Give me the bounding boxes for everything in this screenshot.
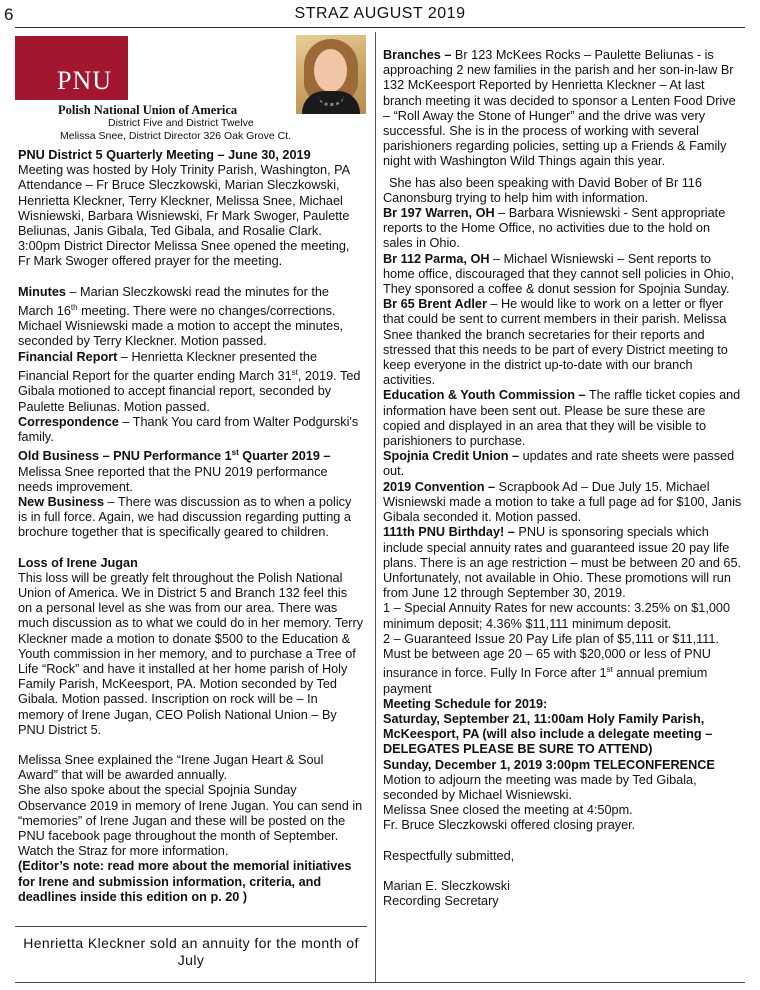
right-column xyxy=(383,48,743,909)
page-number: 6 xyxy=(4,5,14,24)
director-photo xyxy=(296,35,366,114)
attendance-paragraph: Meeting was hosted by Holy Trinity Parish, Washington, PA Attendance – Fr Bruce Sleczkowski, Marian Sleczkowski, Henrietta Kleckner, Terry Kleckner, Melissa Snee, Michael Wisniewski, Barbara Wisniewski, Fr Mark Swoger, Paulette Beliunas, Janis Gibala, Ted Gibala, and Rosalie Clark. 3:00pm District Director Melissa Snee opened the meeting, Fr Mark Swoger offered prayer for the meeting. xyxy=(18,163,350,269)
credit-union-paragraph: Spojnia Credit Union – updates and rate sheets were passed out. xyxy=(383,449,735,479)
financial-paragraph: Financial Report – Henrietta Kleckner presented the Financial Report for the quarter ending March 31st, 2019. Ted Gibala motioned to accept financial report, seconded by Paulette Beliunas. Motion passed. xyxy=(18,349,361,414)
box-rule xyxy=(15,926,367,927)
old-business-text: Melissa Snee reported that the PNU 2019 performance needs improvement. xyxy=(18,464,328,494)
br65-paragraph: Br 65 Brent Adler – He would like to work on a letter or flyer that could be sent to current members in their parish. Melissa Snee thanked the branch secretaries for their reports and stressed that this needs to be part of every District meeting to keep everyone in the district up-to-date with our branch activities. xyxy=(383,297,728,388)
spojnia-paragraph: She also spoke about the special Spojnia Sunday Observance 2019 in memory of Irene Jugan. You can send in “memories” of Irene Jugan and these will be posted on the PNU facebook page throughout the month of September. Watch the Straz for more information. xyxy=(18,783,363,859)
closing-line: Respectfully submitted, xyxy=(383,848,515,863)
br112-paragraph: Br 112 Parma, OH – Michael Wisniewski – Sent reports to home office, discouraged that they cannot sell policies in Ohio, They sponsored a coffee & donut session for Spojnia Sunday. xyxy=(383,251,734,297)
education-paragraph: Education & Youth Commission – The raffle ticket copies and information have been sent out. Please be sure these are copied and displayed in an area that they will be visible to parishioners to purchase. xyxy=(383,388,741,449)
org-name: Polish National Union of America xyxy=(58,103,238,117)
award-paragraph: Melissa Snee explained the “Irene Jugan Heart & Soul Award” that will be awarded annually. xyxy=(18,753,324,783)
editor-note: (Editor’s note: read more about the memorial initiatives for Irene and submission information, criteria, and deadlines inside this edition on p. 20 ) xyxy=(18,859,352,904)
director-line: Melissa Snee, District Director 326 Oak Grove Ct. xyxy=(60,130,292,142)
page-header xyxy=(0,0,760,30)
adjourn-paragraph: Motion to adjourn the meeting was made by Ted Gibala, seconded by Michael Wisniewski. xyxy=(383,772,697,802)
br197-paragraph: Br 197 Warren, OH – Barbara Wisniewski - Sent appropriate reports to the Home Office, no activities due to the hold on sales in Ohio. xyxy=(383,206,726,251)
footer-rule xyxy=(15,982,745,983)
schedule-december: Sunday, December 1, 2019 3:00pm TELECONFERENCE xyxy=(383,757,715,772)
annuity-highlight: Henrietta Kleckner sold an annuity for the month of July xyxy=(23,935,359,968)
old-business-heading: Old Business – PNU Performance 1st Quarter 2019 – xyxy=(18,448,331,464)
new-business-paragraph: New Business – There was discussion as to when a policy is in full force. Again, we had discussion regarding putting a brochure together that is specifically geared to children. xyxy=(18,494,352,540)
signer-title: Recording Secretary xyxy=(383,894,499,908)
pnu-logo: PNU xyxy=(15,36,128,100)
publication-title: STRAZ AUGUST 2019 xyxy=(294,5,466,22)
correspondence-paragraph: Correspondence – Thank You card from Walter Podgurski's family. xyxy=(18,414,359,444)
convention-paragraph: 2019 Convention – Scrapbook Ad – Due July 15. Michael Wisniewski made a motion to take a full page ad for $100, Janis Gibala seconded it. Motion passed. xyxy=(383,479,742,525)
branches-paragraph: Branches – Br 123 McKees Rocks – Paulette Beliunas - is approaching 2 new families in the parish and her son-in-law Br 132 McKeesport Reported by Henrietta Kleckner – At last branch meeting it was decided to sponsor a Lenten Food Drive – “Roll Away the Stone of Hunger” and the drive was very successful. She is in the process of working with several parishioners regarding policies, setting up a Friends & Family night with Washington Wild Things again this year. xyxy=(383,48,736,169)
district-line: District Five and District Twelve xyxy=(108,117,254,129)
loss-heading: Loss of Irene Jugan xyxy=(18,555,138,570)
closed-line: Melissa Snee closed the meeting at 4:50pm. xyxy=(383,803,633,818)
left-column xyxy=(18,148,364,905)
meeting-heading: PNU District 5 Quarterly Meeting – June 30, 2019 xyxy=(18,148,311,162)
special-life-line: 2 – Guaranteed Issue 20 Pay Life plan of $5,111 or $11,111. Must be between age 20 – 65 with $20,000 or less of PNU insurance in force. Fully In Force after 1st annual premium payment xyxy=(383,631,719,696)
column-divider xyxy=(375,32,376,982)
schedule-heading: Meeting Schedule for 2019: xyxy=(383,696,548,711)
special-annuity-line: 1 – Special Annuity Rates for new accounts: 3.25% on $1,000 minimum deposit; 4.36% $11,111 minimum deposit. xyxy=(383,601,731,631)
loss-paragraph: This loss will be greatly felt throughout the Polish National Union of America. We in District 5 and Branch 132 feel this on a personal level as she was from our area. There was much discussion as to what we could do in her memory. Terry Kleckner made a motion to donate $500 to the Education & Youth commission in her memory, and to purchase a Tree of Life “Rock” and have it installed at her home parish of Holy Family Parish, McKeesport, PA. Motion seconded by Ted Gibala. Motion passed. Inscription on rock will be – In memory of Irene Jugan, CEO Polish National Union – By PNU District 5. xyxy=(18,570,364,737)
signer-name: Marian E. Sleczkowski xyxy=(383,878,510,893)
schedule-september: Saturday, September 21, 11:00am Holy Family Parish, McKeesport, PA (will also include a delegate meeting – DELEGATES PLEASE BE SURE TO ATTEND) xyxy=(383,711,713,757)
minutes-paragraph: Minutes – Marian Sleczkowski read the minutes for the March 16th meeting. There were no changes/corrections. Michael Wisniewski made a motion to accept the minutes, seconded by Terry Kleckner. Motion passed. xyxy=(18,284,344,349)
prayer-line: Fr. Bruce Sleczkowski offered closing prayer. xyxy=(383,818,636,833)
header-rule xyxy=(15,27,745,28)
bober-paragraph: She has also been speaking with David Bober of Br 116 Canonsburg trying to help him with information. xyxy=(383,175,702,205)
birthday-paragraph: 111th PNU Birthday! – PNU is sponsoring specials which include special annuity rates and guaranteed issue 20 pay life plans. There is an age restriction – must be between 20 and 65. Unfortunately, not available in Ohio. These promotions will run from June 12 through September 30, 2019. xyxy=(383,525,742,601)
